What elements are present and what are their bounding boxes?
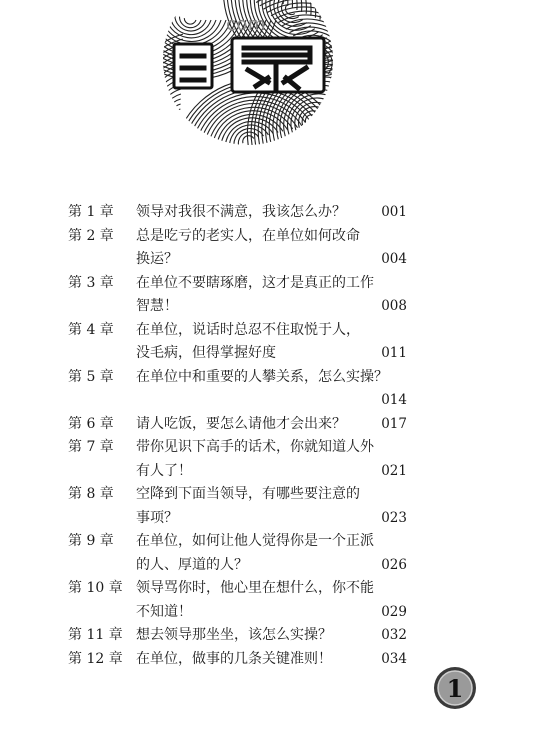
toc-line: [0, 389, 537, 413]
chapter-title: 在单位中和重要的人攀关系，怎么实操？: [136, 368, 388, 385]
watermark-text: com: [226, 14, 266, 35]
chapter-title: 想去领导那坐坐，该怎么实操？: [136, 627, 332, 643]
page-ref: 034: [381, 650, 407, 667]
page-ref: 023: [381, 509, 407, 526]
toc-line: [0, 460, 537, 484]
chapter-title: 带你见识下高手的话术，你就知道人外: [136, 439, 374, 455]
toc-entry[interactable]: [0, 366, 537, 413]
chapter-number: 第 12 章: [68, 650, 123, 667]
toc-line: [0, 248, 537, 272]
chapter-title: 领导对我很不满意，我该怎么办？: [136, 204, 346, 220]
chapter-number: 第 2 章: [68, 227, 114, 244]
page-heading: 目录: [248, 110, 250, 111]
chapter-number: 第 3 章: [68, 274, 114, 291]
chapter-number: 第 7 章: [68, 439, 114, 455]
page-ref: 032: [381, 627, 407, 643]
toc-line: [0, 483, 537, 507]
table-of-contents: [0, 201, 537, 671]
chapter-number: 第 5 章: [68, 368, 114, 385]
chapter-number: 第 4 章: [68, 321, 114, 338]
chapter-number: 第 1 章: [68, 204, 114, 220]
toc-entry[interactable]: [0, 436, 537, 483]
toc-entry[interactable]: [0, 225, 537, 272]
chapter-title: 的人、厚道的人？: [136, 556, 248, 573]
toc-line: [0, 201, 537, 225]
chapter-number: 第 6 章: [68, 415, 114, 432]
chapter-title: 请人吃饭，要怎么请他才会出来？: [136, 415, 346, 432]
chapter-title: 没毛病，但得掌握好度: [136, 345, 276, 361]
toc-entry[interactable]: [0, 577, 537, 624]
page-ref: 021: [381, 462, 407, 479]
toc-entry[interactable]: [0, 201, 537, 225]
toc-line: [0, 601, 537, 625]
toc-line: [0, 225, 537, 249]
toc-line: [0, 413, 537, 437]
chapter-title: 总是吃亏的老实人，在单位如何改命: [136, 227, 360, 244]
toc-line: [0, 342, 537, 366]
toc-line: [0, 272, 537, 296]
page-ref: 011: [381, 345, 407, 361]
swirl-line: [176, 114, 182, 126]
toc-entry[interactable]: [0, 319, 537, 366]
chapter-title: 在单位，做事的几条关键准则！: [136, 650, 332, 667]
toc-entry[interactable]: [0, 272, 537, 319]
chapter-number: 第 11 章: [68, 627, 123, 643]
toc-line: [0, 319, 537, 343]
toc-line: [0, 624, 537, 648]
chapter-number: 第 8 章: [68, 486, 114, 502]
toc-entry[interactable]: [0, 624, 537, 648]
toc-line: [0, 366, 537, 390]
chapter-title: 不知道！: [136, 603, 192, 620]
page-ref: 004: [381, 251, 407, 267]
page-number-badge: [433, 666, 477, 710]
page-ref: 026: [381, 556, 407, 573]
page-ref: 008: [381, 298, 407, 314]
toc-line: [0, 436, 537, 460]
chapter-title: 空降到下面当领导，有哪些要注意的: [136, 486, 360, 502]
toc-line: [0, 295, 537, 319]
toc-line: [0, 554, 537, 578]
toc-line: [0, 577, 537, 601]
toc-line: [0, 507, 537, 531]
toc-entry[interactable]: [0, 483, 537, 530]
page-ref: 001: [381, 204, 407, 220]
chapter-title: 智慧！: [136, 298, 178, 314]
chapter-title: 换运？: [136, 251, 178, 267]
chapter-number: 第 9 章: [68, 533, 114, 549]
chapter-number: 第 10 章: [68, 580, 123, 596]
chapter-title: 在单位，说话时总忍不住取悦于人，: [136, 321, 360, 338]
chapter-title: 有人了！: [136, 462, 192, 479]
chapter-title: 在单位不要瞎琢磨，这才是真正的工作: [136, 274, 374, 291]
page-ref: 014: [381, 392, 407, 408]
page-ref: 017: [381, 415, 407, 432]
toc-line: [0, 530, 537, 554]
page-number: 1: [446, 674, 464, 703]
toc-entry[interactable]: [0, 530, 537, 577]
toc-entry[interactable]: [0, 413, 537, 437]
page-ref: 029: [381, 603, 407, 620]
chapter-title: 在单位，如何让他人觉得你是一个正派: [136, 533, 374, 549]
chapter-title: 领导骂你时，他心里在想什么，你不能: [136, 580, 374, 596]
chapter-title: 事项？: [136, 509, 178, 526]
